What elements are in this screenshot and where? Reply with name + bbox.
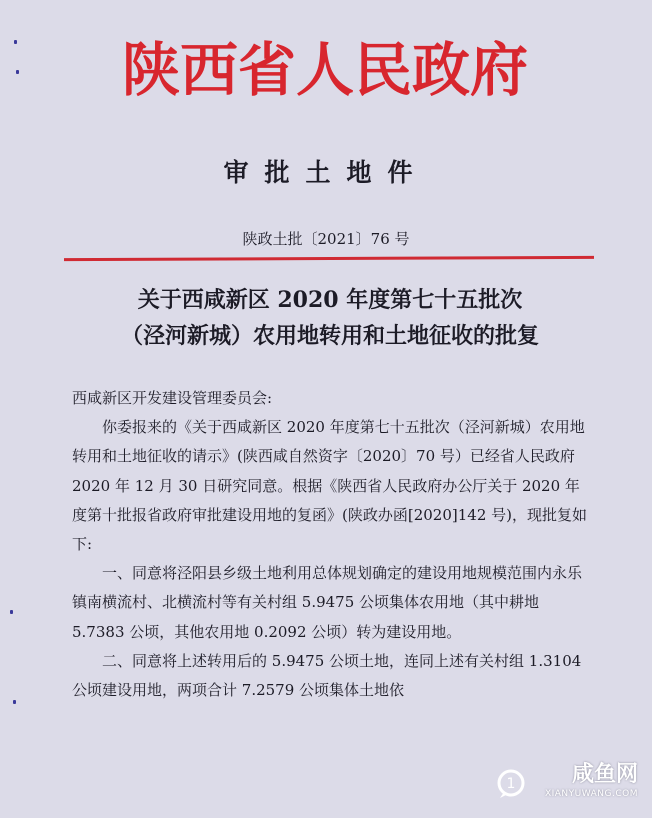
document-number: 陕政土批〔2021〕76 号 <box>242 230 410 248</box>
red-divider-line <box>64 256 594 261</box>
margin-mark <box>10 610 13 614</box>
body-paragraph-3: 二、同意将上述转用后的 5.9475 公顷土地，连同上述有关村组 1.3104 公顷建设用地，两项合计 7.2579 公顷集体土地依 <box>72 651 582 700</box>
document-body <box>72 384 592 705</box>
margin-mark <box>13 700 16 704</box>
watermark <box>488 762 638 808</box>
body-paragraph-1: 你委报来的《关于西咸新区 2020 年度第七十五批次（泾河新城）农用地转用和土地征收的请示》(陕西咸自然资字〔2020〕70 号）已经省人民政府 2020 年 12 月 30 日研究同意。根据《陕西省人民政府办公厅关于 2020 年度第十批报省政府审批建设用地的复函》(陕政办函[2020]142 号)，现批复如下: <box>72 418 587 554</box>
addressee: 西咸新区开发建设管理委员会: <box>72 389 273 407</box>
watermark-domain: XIANYUWANG.COM <box>544 789 638 799</box>
margin-mark <box>14 40 17 44</box>
margin-mark <box>16 70 19 74</box>
subject-line-1: 关于西咸新区 2020 年度第七十五批次 <box>137 287 523 313</box>
document-type: 审批土地件 <box>223 158 429 187</box>
body-paragraph-2: 一、同意将泾阳县乡级土地利用总体规划确定的建设用地规模范围内永乐镇南横流村、北横流村等有关村组 5.9475 公顷集体农用地（其中耕地 5.7383 公顷，其他农用地 0.2092 公顷）转为建设用地。 <box>72 564 583 641</box>
fish-logo-icon <box>494 766 528 800</box>
watermark-page-fragment: 1 <box>506 776 516 792</box>
issuer-title: 陕西省人民政府 <box>121 36 528 104</box>
subject-line-2: （泾河新城）农用地转用和土地征收的批复 <box>120 323 539 349</box>
watermark-brand: 咸鱼网 <box>571 762 638 787</box>
document-subject <box>70 282 590 354</box>
